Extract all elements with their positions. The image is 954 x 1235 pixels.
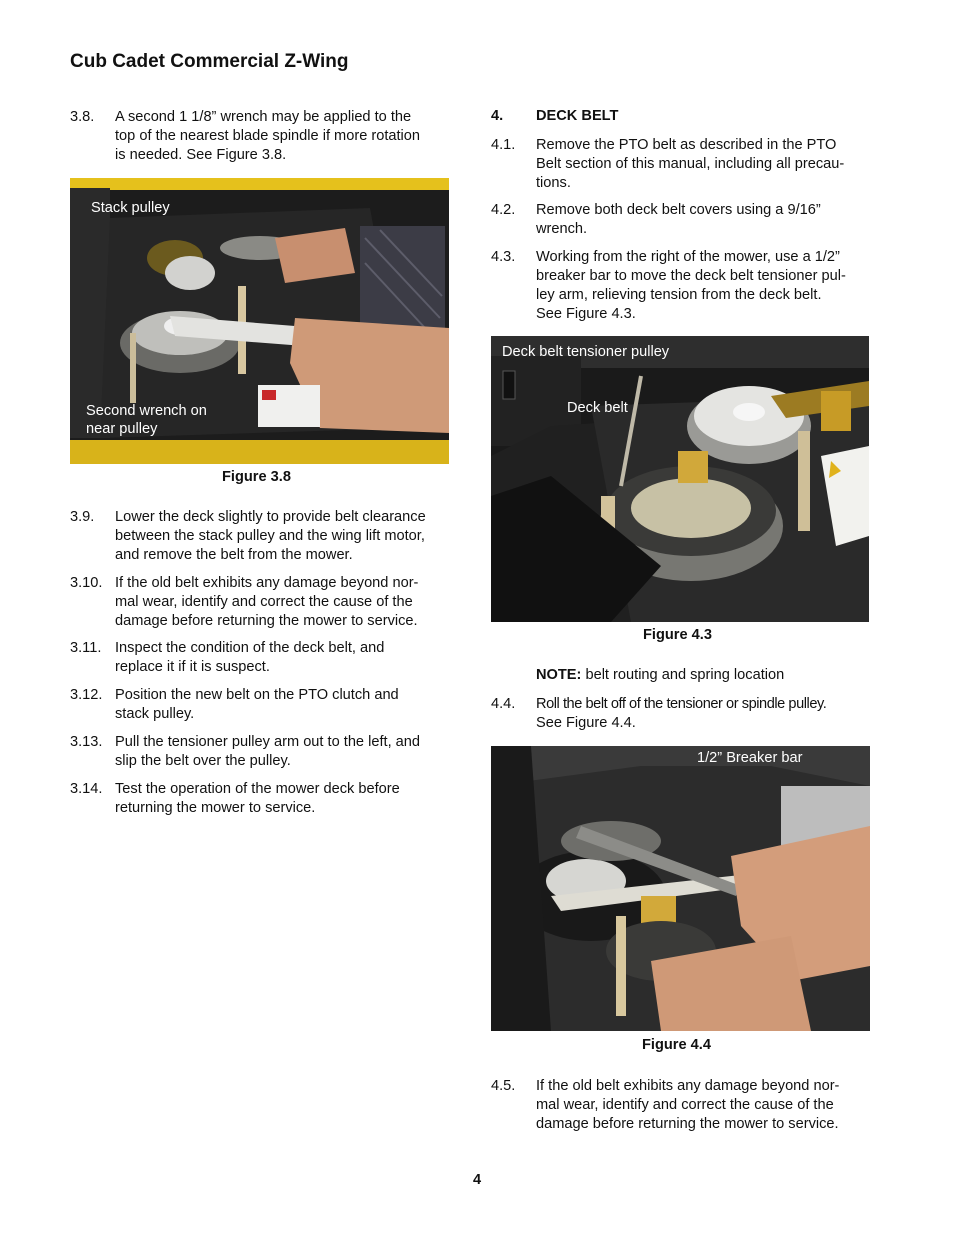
note-text: belt routing and spring location: [581, 667, 785, 683]
step-number: 3.8.: [70, 109, 95, 125]
figure-4-4-caption: Figure 4.4: [642, 1037, 711, 1053]
step-number: 4.5.: [491, 1078, 516, 1094]
note-label: NOTE:: [536, 667, 582, 683]
step-3-9: [70, 508, 450, 568]
step-number: 4.3.: [491, 249, 516, 265]
step-number: 3.9.: [70, 509, 95, 525]
step-4-2: [491, 201, 876, 241]
section-title: DECK BELT: [536, 108, 619, 124]
step-text: Working from the right of the mower, use a 1/2” breaker bar to move the deck belt tensioner pul- ley arm, relieving tension from the deck belt. See Figure 4.3.: [536, 249, 846, 322]
step-number: 3.13.: [70, 734, 103, 750]
step-text: If the old belt exhibits any damage beyond nor- mal wear, identify and correct the cause of the damage before returning the mower to service.: [536, 1078, 840, 1132]
step-text: Remove the PTO belt as described in the PTO Belt section of this manual, including all precau- tions.: [536, 137, 845, 191]
step-text: Lower the deck slightly to provide belt clearance between the stack pulley and the wing lift motor, and remove the belt from the mower.: [115, 509, 426, 563]
section-number: 4.: [491, 108, 504, 124]
label-breaker-bar: 1/2” Breaker bar: [697, 750, 803, 766]
step-3-12: [70, 686, 450, 726]
step-text: Test the operation of the mower deck before returning the mower to service.: [115, 781, 400, 816]
step-number: 3.14.: [70, 781, 103, 797]
figure-4-3-photo: [491, 336, 869, 622]
figure-4-4-photo: [491, 746, 870, 1031]
label-second-wrench: Second wrench on near pulley: [86, 403, 207, 437]
step-3-13: [70, 733, 450, 773]
step-text: If the old belt exhibits any damage beyond nor- mal wear, identify and correct the cause of the damage before returning the mower to service.: [115, 575, 419, 629]
step-4-5: [491, 1077, 876, 1137]
figure-3-8-photo: [70, 178, 449, 464]
label-stack-pulley: Stack pulley: [91, 200, 170, 216]
step-3-14: [70, 780, 450, 820]
step-4-4: [491, 695, 876, 735]
figure-4-3-caption: Figure 4.3: [643, 627, 712, 643]
label-deck-belt-tensioner: Deck belt tensioner pulley: [502, 344, 670, 360]
step-number: 3.11.: [70, 640, 102, 656]
step-3-11: [70, 639, 450, 679]
step-4-1: [491, 136, 876, 196]
step-4-3: [491, 248, 876, 328]
note: [536, 667, 784, 683]
label-deck-belt: Deck belt: [567, 400, 628, 416]
step-number: 3.10.: [70, 575, 103, 591]
step-number: 4.1.: [491, 137, 516, 153]
document-title: Cub Cadet Commercial Z-Wing: [70, 51, 349, 72]
step-text: Inspect the condition of the deck belt, and replace it if it is suspect.: [115, 640, 385, 675]
step-3-10: [70, 574, 450, 634]
step-text: A second 1 1/8” wrench may be applied to the top of the nearest blade spindle if more rotation is needed. See Figure 3.8.: [115, 109, 421, 163]
step-text: Pull the tensioner pulley arm out to the left, and slip the belt over the pulley.: [115, 734, 421, 769]
step-number: 4.4.: [491, 696, 516, 712]
step-text: Position the new belt on the PTO clutch and stack pulley.: [115, 687, 399, 722]
section-heading: [491, 108, 503, 124]
step-number: 3.12.: [70, 687, 103, 703]
step-text: Roll the belt off of the tensioner or spindle pulley. See Figure 4.4.: [536, 696, 827, 731]
page-number: 4: [472, 1172, 482, 1188]
step-number: 4.2.: [491, 202, 516, 218]
figure-3-8-caption: Figure 3.8: [222, 469, 291, 485]
step-text: Remove both deck belt covers using a 9/16” wrench.: [536, 202, 821, 237]
step-3-8: [70, 108, 450, 168]
